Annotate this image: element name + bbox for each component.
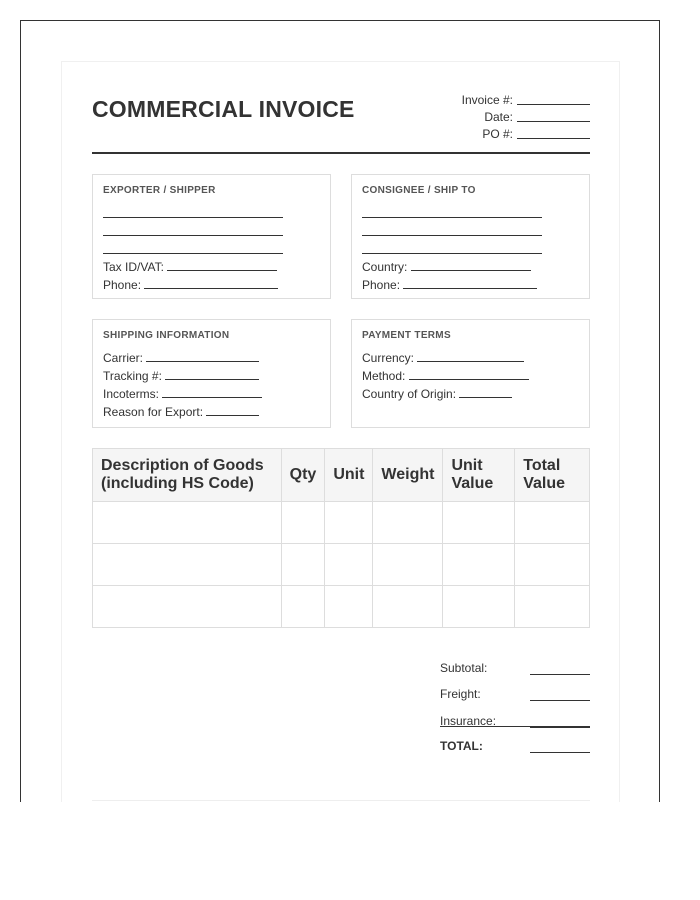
table-cell[interactable] xyxy=(93,502,282,544)
table-cell[interactable] xyxy=(281,544,325,586)
invoice-meta xyxy=(462,92,590,143)
freight-row[interactable] xyxy=(440,675,590,702)
goods-table xyxy=(92,448,590,628)
incoterms-field[interactable] xyxy=(103,385,320,403)
total-blank[interactable] xyxy=(530,740,590,753)
origin-blank[interactable] xyxy=(459,385,512,398)
date-blank[interactable] xyxy=(517,109,590,122)
total-label: TOTAL: xyxy=(440,739,483,753)
currency-field[interactable] xyxy=(362,349,579,367)
incoterms-label: Incoterms: xyxy=(103,387,160,401)
method-label: Method: xyxy=(362,369,406,383)
origin-label: Country of Origin: xyxy=(362,387,457,401)
page-title: COMMERCIAL INVOICE xyxy=(92,96,355,122)
exporter-tax-id-field[interactable] xyxy=(103,258,320,276)
consignee-box xyxy=(351,174,590,299)
column-header-total-value: Total Value xyxy=(515,449,590,502)
table-cell[interactable] xyxy=(443,586,515,628)
header-divider xyxy=(92,152,590,154)
reason-label: Reason for Export: xyxy=(103,405,204,419)
table-cell[interactable] xyxy=(515,544,590,586)
column-header-weight: Weight xyxy=(373,449,443,502)
table-cell[interactable] xyxy=(515,586,590,628)
currency-label: Currency: xyxy=(362,351,415,365)
consignee-phone-label: Phone: xyxy=(362,278,401,292)
table-cell[interactable] xyxy=(281,502,325,544)
currency-blank[interactable] xyxy=(417,349,524,362)
incoterms-blank[interactable] xyxy=(162,385,262,398)
invoice-number-label: Invoice #: xyxy=(461,93,513,107)
tracking-label: Tracking #: xyxy=(103,369,162,383)
origin-field[interactable] xyxy=(362,385,579,403)
table-cell[interactable] xyxy=(281,586,325,628)
table-cell[interactable] xyxy=(373,502,443,544)
consignee-country-field[interactable] xyxy=(362,258,579,276)
consignee-phone-field[interactable] xyxy=(362,276,579,294)
shipping-box xyxy=(92,319,331,428)
carrier-field[interactable] xyxy=(103,349,320,367)
consignee-address-line[interactable] xyxy=(362,240,542,254)
carrier-label: Carrier: xyxy=(103,351,144,365)
table-cell[interactable] xyxy=(443,544,515,586)
payment-box xyxy=(351,319,590,428)
tracking-field[interactable] xyxy=(103,367,320,385)
total-row[interactable] xyxy=(440,727,590,754)
tracking-blank[interactable] xyxy=(165,367,259,380)
shipping-heading: SHIPPING INFORMATION xyxy=(103,330,230,341)
table-cell[interactable] xyxy=(325,544,373,586)
totals-section xyxy=(440,648,590,753)
payment-heading: PAYMENT TERMS xyxy=(362,330,451,341)
po-number-field[interactable] xyxy=(462,126,590,143)
table-cell[interactable] xyxy=(93,544,282,586)
invoice-number-field[interactable] xyxy=(462,92,590,109)
insurance-row[interactable] xyxy=(440,701,590,728)
column-header-description: Description of Goods (including HS Code) xyxy=(93,449,282,502)
reason-field[interactable] xyxy=(103,403,320,421)
subtotal-label: Subtotal: xyxy=(440,660,488,675)
exporter-phone-label: Phone: xyxy=(103,278,142,292)
table-row xyxy=(93,586,590,628)
exporter-box xyxy=(92,174,331,299)
table-header-row xyxy=(93,449,590,502)
exporter-heading: EXPORTER / SHIPPER xyxy=(103,185,216,196)
table-cell[interactable] xyxy=(515,502,590,544)
freight-blank[interactable] xyxy=(530,688,590,701)
consignee-address-line[interactable] xyxy=(362,222,542,236)
subtotal-blank[interactable] xyxy=(530,662,590,675)
table-cell[interactable] xyxy=(325,502,373,544)
freight-label: Freight: xyxy=(440,687,481,701)
consignee-address-line[interactable] xyxy=(362,204,542,218)
table-cell[interactable] xyxy=(443,502,515,544)
table-row xyxy=(93,502,590,544)
po-number-blank[interactable] xyxy=(517,126,590,139)
exporter-phone-blank[interactable] xyxy=(144,276,278,289)
table-cell[interactable] xyxy=(373,544,443,586)
table-cell[interactable] xyxy=(325,586,373,628)
column-header-unit-value: Unit Value xyxy=(443,449,515,502)
exporter-address-line[interactable] xyxy=(103,222,283,236)
date-label: Date: xyxy=(484,110,513,124)
method-field[interactable] xyxy=(362,367,579,385)
exporter-tax-id-blank[interactable] xyxy=(167,258,277,271)
exporter-address-line[interactable] xyxy=(103,204,283,218)
reason-blank[interactable] xyxy=(206,403,259,416)
consignee-country-label: Country: xyxy=(362,260,408,274)
date-field[interactable] xyxy=(462,109,590,126)
invoice-number-blank[interactable] xyxy=(517,92,590,105)
consignee-phone-blank[interactable] xyxy=(403,276,537,289)
insurance-label: Insurance: xyxy=(440,713,497,728)
table-cell[interactable] xyxy=(93,586,282,628)
column-header-unit: Unit xyxy=(325,449,373,502)
exporter-tax-id-label: Tax ID/VAT: xyxy=(103,260,164,274)
table-row xyxy=(93,544,590,586)
table-cell[interactable] xyxy=(373,586,443,628)
exporter-phone-field[interactable] xyxy=(103,276,320,294)
method-blank[interactable] xyxy=(409,367,529,380)
consignee-country-blank[interactable] xyxy=(411,258,531,271)
column-header-qty: Qty xyxy=(281,449,325,502)
subtotal-row[interactable] xyxy=(440,648,590,675)
po-number-label: PO #: xyxy=(482,127,513,141)
consignee-heading: CONSIGNEE / SHIP TO xyxy=(362,185,476,196)
footer-divider xyxy=(92,800,590,801)
insurance-blank[interactable] xyxy=(530,715,590,728)
carrier-blank[interactable] xyxy=(146,349,259,362)
exporter-address-line[interactable] xyxy=(103,240,283,254)
